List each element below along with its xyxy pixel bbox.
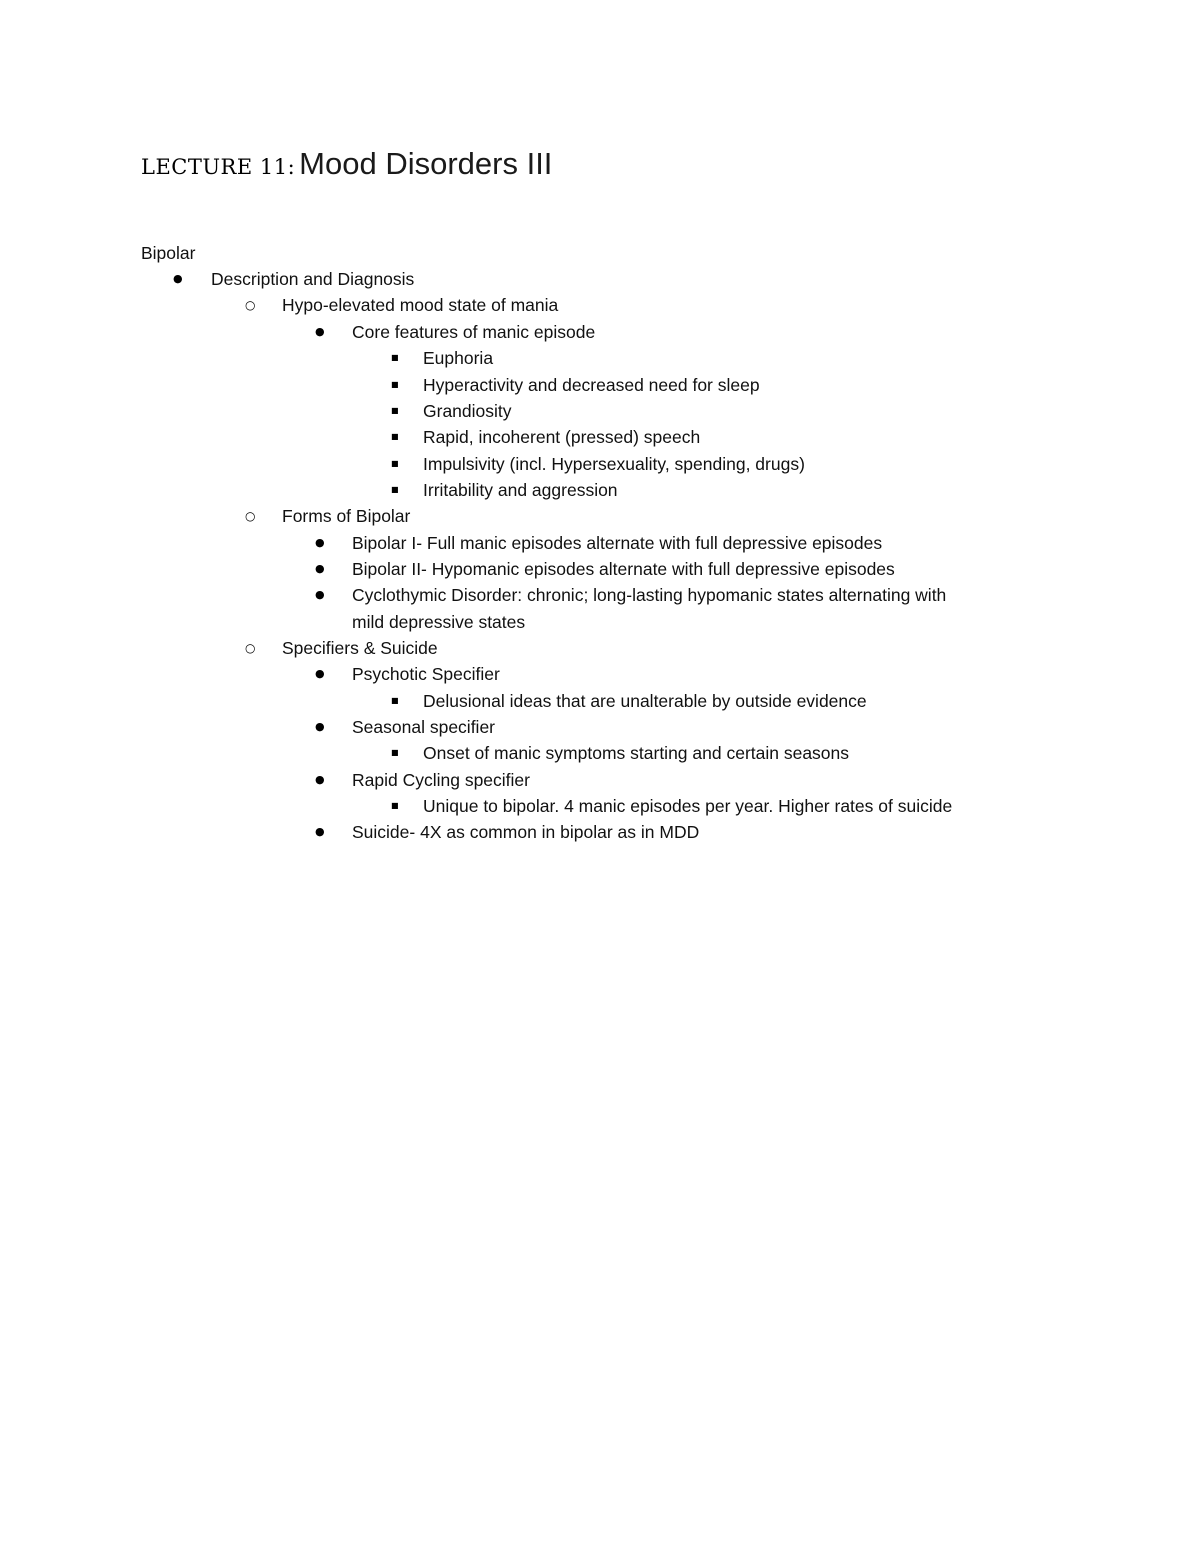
square-bullet-icon: ■ bbox=[391, 485, 399, 494]
list-item-description: Description and Diagnosis bbox=[211, 269, 415, 289]
list-item-feature: Hyperactivity and decreased need for sleep bbox=[423, 375, 760, 395]
bullet-icon: ● bbox=[315, 825, 325, 838]
square-bullet-icon: ■ bbox=[391, 801, 399, 810]
list-item-form: Cyclothymic Disorder: chronic; long-lasting hypomanic states alternating with bbox=[352, 585, 947, 605]
list-item-form: Bipolar I- Full manic episodes alternate with full depressive episodes bbox=[352, 533, 883, 553]
list-item-seasonal-detail: Onset of manic symptoms starting and certain seasons bbox=[423, 743, 850, 763]
square-bullet-icon: ■ bbox=[391, 380, 399, 389]
list-item-specifiers: Specifiers & Suicide bbox=[282, 638, 438, 658]
list-item-feature: Impulsivity (incl. Hypersexuality, spending, drugs) bbox=[423, 454, 805, 474]
circle-bullet-icon: ○ bbox=[245, 641, 256, 655]
lecture-title: Mood Disorders III bbox=[299, 146, 553, 181]
list-item-form-continuation: mild depressive states bbox=[352, 612, 526, 632]
list-item-psychotic-specifier: Psychotic Specifier bbox=[352, 664, 500, 684]
list-item-form: Bipolar II- Hypomanic episodes alternate with full depressive episodes bbox=[352, 559, 895, 579]
section-heading-bipolar: Bipolar bbox=[141, 243, 196, 263]
list-item-rapid-detail: Unique to bipolar. 4 manic episodes per year. Higher rates of suicide bbox=[423, 796, 953, 816]
square-bullet-icon: ■ bbox=[391, 406, 399, 415]
lecture-label: LECTURE 11: bbox=[141, 155, 296, 179]
list-item-rapid-specifier: Rapid Cycling specifier bbox=[352, 770, 530, 790]
bullet-icon: ● bbox=[315, 562, 325, 575]
list-item-core-features: Core features of manic episode bbox=[352, 322, 596, 342]
list-item-suicide: Suicide- 4X as common in bipolar as in MDD bbox=[352, 822, 700, 842]
page-title bbox=[141, 146, 552, 182]
list-item-hypo: Hypo-elevated mood state of mania bbox=[282, 295, 559, 315]
square-bullet-icon: ■ bbox=[391, 696, 399, 705]
list-item-forms: Forms of Bipolar bbox=[282, 506, 411, 526]
bullet-icon: ● bbox=[173, 272, 183, 285]
square-bullet-icon: ■ bbox=[391, 459, 399, 468]
bullet-icon: ● bbox=[315, 325, 325, 338]
list-item-feature: Rapid, incoherent (pressed) speech bbox=[423, 427, 701, 447]
list-item-psychotic-detail: Delusional ideas that are unalterable by outside evidence bbox=[423, 691, 867, 711]
bullet-icon: ● bbox=[315, 720, 325, 733]
list-item-feature: Irritability and aggression bbox=[423, 480, 618, 500]
list-item-feature: Grandiosity bbox=[423, 401, 512, 421]
square-bullet-icon: ■ bbox=[391, 432, 399, 441]
list-item-seasonal-specifier: Seasonal specifier bbox=[352, 717, 495, 737]
bullet-icon: ● bbox=[315, 588, 325, 601]
square-bullet-icon: ■ bbox=[391, 748, 399, 757]
bullet-icon: ● bbox=[315, 773, 325, 786]
bullet-icon: ● bbox=[315, 667, 325, 680]
square-bullet-icon: ■ bbox=[391, 353, 399, 362]
circle-bullet-icon: ○ bbox=[245, 509, 256, 523]
list-item-feature: Euphoria bbox=[423, 348, 494, 368]
circle-bullet-icon: ○ bbox=[245, 298, 256, 312]
bullet-icon: ● bbox=[315, 536, 325, 549]
